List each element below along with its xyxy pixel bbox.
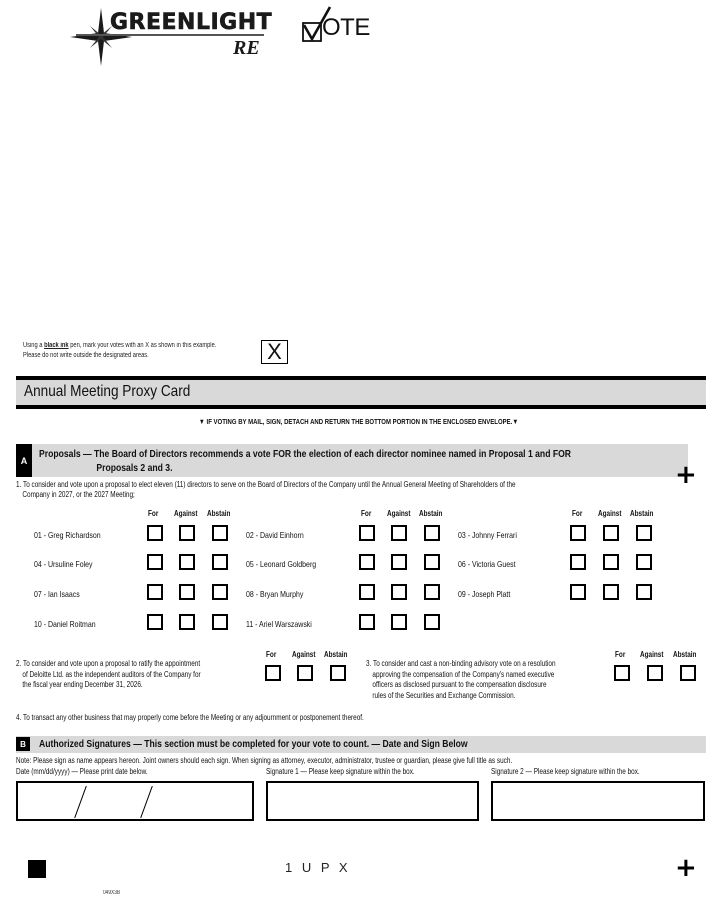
card-title: Annual Meeting Proxy Card bbox=[24, 383, 191, 400]
nominee-10-against-checkbox[interactable] bbox=[179, 614, 195, 630]
nominee-09-against-checkbox[interactable] bbox=[603, 584, 619, 600]
p3-col-for: For bbox=[615, 650, 626, 659]
proposal-3-text: 3. To consider and cast a non-binding advisory vote on a resolution approving the compensation of the Company's named executive officers as disclosed pursuant to the compensation disclosure rules of the Securities and Exchange Commission. bbox=[366, 659, 556, 700]
company-logo-text: GREENLIGHT bbox=[110, 10, 273, 35]
nominee-label: 10 - Daniel Roitman bbox=[34, 619, 96, 629]
section-b-letter: B bbox=[16, 737, 30, 751]
mail-notice: ▼ IF VOTING BY MAIL, SIGN, DETACH AND RETURN THE BOTTOM PORTION IN THE ENCLOSED ENVELOPE.▼ bbox=[198, 417, 519, 426]
col-for-2: For bbox=[361, 509, 372, 518]
p3-col-against: Against bbox=[640, 650, 664, 659]
nominee-11-abstain-checkbox[interactable] bbox=[424, 614, 440, 630]
p2-col-abstain: Abstain bbox=[324, 650, 348, 659]
col-against-2: Against bbox=[387, 509, 411, 518]
nominee-label: 01 - Greg Richardson bbox=[34, 530, 101, 540]
nominee-label: 05 - Leonard Goldberg bbox=[246, 559, 317, 569]
nominee-06-against-checkbox[interactable] bbox=[603, 554, 619, 570]
proposal-4-text: 4. To transact any other business that may properly come before the Meeting or any adjournment or postponement thereof. bbox=[16, 713, 364, 722]
signature-2-label: Signature 2 — Please keep signature within the box. bbox=[491, 767, 640, 776]
nominee-06-for-checkbox[interactable] bbox=[570, 554, 586, 570]
signature-1-field[interactable] bbox=[266, 781, 479, 821]
date-separator-slash bbox=[74, 786, 87, 818]
nominee-04-against-checkbox[interactable] bbox=[179, 554, 195, 570]
nominee-02-against-checkbox[interactable] bbox=[391, 525, 407, 541]
proposal-2-abstain-checkbox[interactable] bbox=[330, 665, 346, 681]
p2-col-against: Against bbox=[292, 650, 316, 659]
nominee-07-against-checkbox[interactable] bbox=[179, 584, 195, 600]
nominee-10-for-checkbox[interactable] bbox=[147, 614, 163, 630]
nominee-label: 07 - Ian Isaacs bbox=[34, 589, 80, 599]
col-abstain-3: Abstain bbox=[630, 509, 654, 518]
marking-instructions: Using a black ink pen, mark your votes with an X as shown in this example. Please do not write outside the designated areas. bbox=[23, 342, 217, 359]
section-b-heading: Authorized Signatures — This section must be completed for your vote to count. — Date and Sign Below bbox=[39, 738, 468, 750]
p3-col-abstain: Abstain bbox=[673, 650, 697, 659]
nominee-03-against-checkbox[interactable] bbox=[603, 525, 619, 541]
signature-note: Note: Please sign as name appears hereon. Joint owners should each sign. When signing as attorney, executor, administrator, trustee or guardian, please give full title as such. bbox=[16, 756, 513, 765]
nominee-label: 09 - Joseph Platt bbox=[458, 589, 511, 599]
proposal-2-against-checkbox[interactable] bbox=[297, 665, 313, 681]
registration-mark-top: + bbox=[675, 460, 697, 490]
nominee-label: 08 - Bryan Murphy bbox=[246, 589, 304, 599]
signature-2-field[interactable] bbox=[491, 781, 705, 821]
proposal-2-text: 2. To consider and vote upon a proposal to ratify the appointment of Deloitte Ltd. as the independent auditors of the Company for the fiscal year ending December 31, 2026. bbox=[16, 659, 201, 689]
col-for-3: For bbox=[572, 509, 583, 518]
vote-logo-text: OTE bbox=[322, 14, 370, 41]
nominee-11-against-checkbox[interactable] bbox=[391, 614, 407, 630]
col-against-3: Against bbox=[598, 509, 622, 518]
nominee-08-abstain-checkbox[interactable] bbox=[424, 584, 440, 600]
nominee-03-for-checkbox[interactable] bbox=[570, 525, 586, 541]
example-mark-box: X bbox=[261, 340, 288, 364]
col-abstain-2: Abstain bbox=[419, 509, 443, 518]
nominee-04-abstain-checkbox[interactable] bbox=[212, 554, 228, 570]
section-a-letter: A bbox=[16, 444, 32, 477]
proposal-3-for-checkbox[interactable] bbox=[614, 665, 630, 681]
nominee-05-against-checkbox[interactable] bbox=[391, 554, 407, 570]
p2-col-for: For bbox=[266, 650, 277, 659]
nominee-05-abstain-checkbox[interactable] bbox=[424, 554, 440, 570]
proposal-3-against-checkbox[interactable] bbox=[647, 665, 663, 681]
document-code: 049X3B bbox=[103, 890, 121, 896]
proposal-1-text: 1. To consider and vote upon a proposal to elect eleven (11) directors to serve on the Board of Directors of the Company until the Annual General Meeting of Shareholders of the Company in 2027, or the 2027 Meeting; bbox=[16, 480, 516, 499]
black-ink-emphasis: black ink bbox=[44, 342, 69, 349]
nominee-10-abstain-checkbox[interactable] bbox=[212, 614, 228, 630]
company-logo-suffix: RE bbox=[233, 37, 260, 59]
scan-marker-square bbox=[28, 860, 46, 878]
proposal-2-for-checkbox[interactable] bbox=[265, 665, 281, 681]
nominee-label: 06 - Victoria Guest bbox=[458, 559, 516, 569]
nominee-02-abstain-checkbox[interactable] bbox=[424, 525, 440, 541]
nominee-04-for-checkbox[interactable] bbox=[147, 554, 163, 570]
signature-1-label: Signature 1 — Please keep signature within the box. bbox=[266, 767, 415, 776]
nominee-03-abstain-checkbox[interactable] bbox=[636, 525, 652, 541]
nominee-08-for-checkbox[interactable] bbox=[359, 584, 375, 600]
section-a-heading: Proposals — The Board of Directors recommends a vote FOR the election of each director nominee named in Proposal 1 and FOR Proposals 2 and 3. bbox=[39, 448, 572, 474]
date-separator-slash bbox=[140, 786, 153, 818]
nominee-07-for-checkbox[interactable] bbox=[147, 584, 163, 600]
title-bottom-rule bbox=[16, 405, 706, 409]
nominee-09-for-checkbox[interactable] bbox=[570, 584, 586, 600]
nominee-label: 02 - David Einhorn bbox=[246, 530, 304, 540]
date-field[interactable] bbox=[16, 781, 254, 821]
nominee-02-for-checkbox[interactable] bbox=[359, 525, 375, 541]
col-for-1: For bbox=[148, 509, 159, 518]
nominee-label: 11 - Ariel Warszawski bbox=[246, 619, 312, 629]
nominee-09-abstain-checkbox[interactable] bbox=[636, 584, 652, 600]
nominee-11-for-checkbox[interactable] bbox=[359, 614, 375, 630]
nominee-01-against-checkbox[interactable] bbox=[179, 525, 195, 541]
nominee-07-abstain-checkbox[interactable] bbox=[212, 584, 228, 600]
date-label: Date (mm/dd/yyyy) — Please print date below. bbox=[16, 767, 148, 776]
nominee-label: 03 - Johnny Ferrari bbox=[458, 530, 517, 540]
proposal-3-abstain-checkbox[interactable] bbox=[680, 665, 696, 681]
form-code: 1 U P X bbox=[285, 860, 351, 875]
registration-mark-bottom: + bbox=[675, 853, 697, 883]
nominee-01-for-checkbox[interactable] bbox=[147, 525, 163, 541]
nominee-05-for-checkbox[interactable] bbox=[359, 554, 375, 570]
nominee-label: 04 - Ursuline Foley bbox=[34, 559, 93, 569]
col-against-1: Against bbox=[174, 509, 198, 518]
col-abstain-1: Abstain bbox=[207, 509, 231, 518]
nominee-01-abstain-checkbox[interactable] bbox=[212, 525, 228, 541]
nominee-08-against-checkbox[interactable] bbox=[391, 584, 407, 600]
nominee-06-abstain-checkbox[interactable] bbox=[636, 554, 652, 570]
